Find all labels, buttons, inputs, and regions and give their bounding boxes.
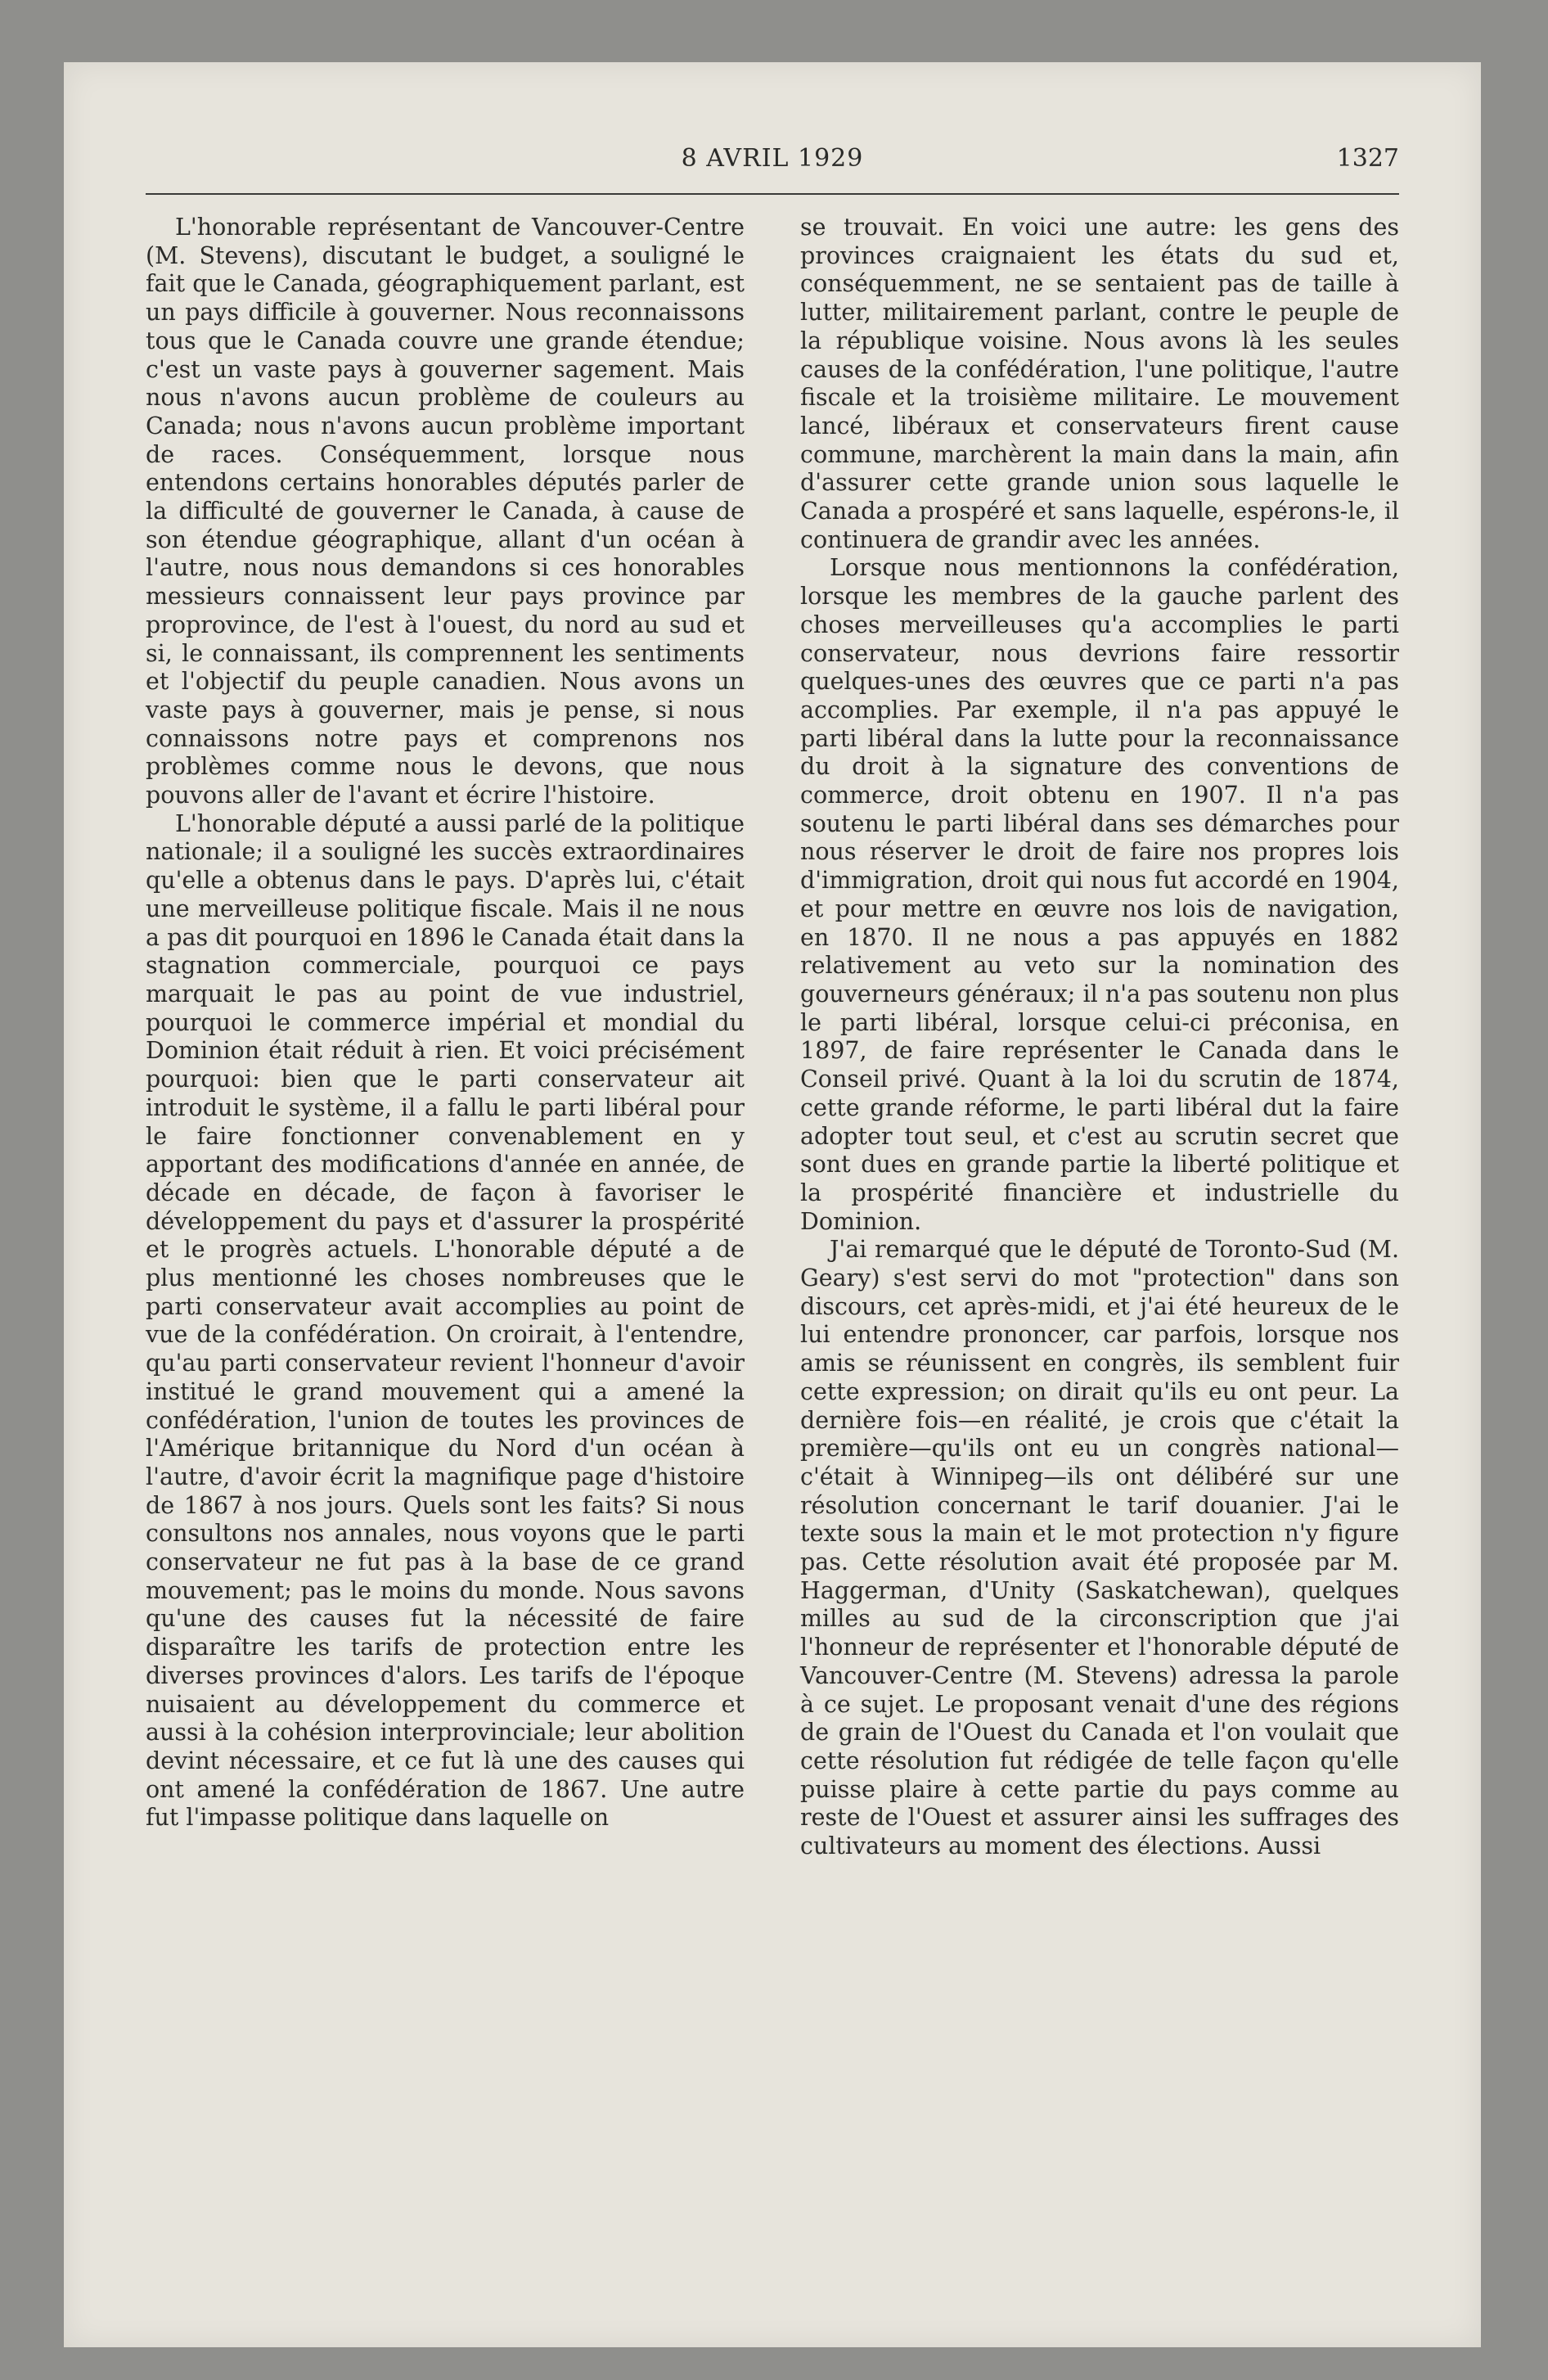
paragraph: Lorsque nous mentionnons la confédération, lorsque les membres de la gauche parlent des choses merveilleuses qu'a accomplies le parti conservateur, nous devrions faire ressortir quelques-unes des œuvres que ce parti n'a pas accomplies. Par exemple, il n'a pas appuyé le parti libéral dans la lutte pour la reconnaissance du droit à la signature des conventions de commerce, droit obtenu en 1907. Il n'a pas soutenu le parti libéral dans ses démarches pour nous réserver le droit de faire nos propres lois d'immigration, droit qui nous fut accordé en 1904, et pour mettre en œuvre nos lois de navigation, en 1870. Il ne nous a pas appuyés en 1882 relativement au veto sur la nomination des gouverneurs généraux; il n'a pas soutenu non plus le parti libéral, lorsque celui-ci préconisa, en 1897, de faire représenter le Canada dans le Conseil privé. Quant à la loi du scrutin de 1874, cette grande réforme, le parti libéral dut la faire adopter tout seul, et c'est au scrutin secret que sont dues en grande partie la liberté politique et la prospérité financière et industrielle du Dominion.: [800, 554, 1399, 1235]
paragraph: L'honorable député a aussi parlé de la politique nationale; il a souligné les succès extraordinaires qu'elle a obtenus dans le pays. D'après lui, c'était une merveilleuse politique fiscale. Mais il ne nous a pas dit pourquoi en 1896 le Canada était dans la stagnation commerciale, pourquoi ce pays marquait le pas au point de vue industriel, pourquoi le commerce impérial et mondial du Dominion était réduit à rien. Et voici précisément pourquoi: bien que le parti conservateur ait introduit le système, il a fallu le parti libéral pour le faire fonctionner convenablement en y apportant des modifications d'année en année, de décade en décade, de façon à favoriser le développement du pays et d'assurer la prospérité et le progrès actuels. L'honorable député a de plus mentionné les choses nombreuses que le parti conservateur avait accomplies au point de vue de la confédération. On croirait, à l'entendre, qu'au parti conservateur revient l'honneur d'avoir institué le grand mouvement qui a amené la confédération, l'union de toutes les provinces de l'Amérique britannique du Nord d'un océan à l'autre, d'avoir écrit la magnifique page d'histoire de 1867 à nos jours. Quels sont les faits? Si nous consultons nos annales, nous voyons que le parti conservateur ne fut pas à la base de ce grand mouvement; pas le moins du monde. Nous savons qu'une des causes fut la nécessité de faire disparaître les tarifs de protection entre les diverses provinces d'alors. Les tarifs de l'époque nuisaient au développement du commerce et aussi à la cohésion interprovinciale; leur abolition devint nécessaire, et ce fut là une des causes qui ont amené la confédération de 1867. Une autre fut l'impasse politique dans laquelle on: [146, 809, 745, 1832]
header-rule: [146, 193, 1399, 195]
paragraph: L'honorable représentant de Vancouver-Centre (M. Stevens), discutant le budget, a souligné le fait que le Canada, géographiquement parlant, est un pays difficile à gouverner. Nous reconnaissons tous que le Canada couvre une grande étendue; c'est un vaste pays à gouverner sagement. Mais nous n'avons aucun problème de couleurs au Canada; nous n'avons aucun problème important de races. Conséquemment, lorsque nous entendons certains honorables députés parler de la difficulté de gouverner le Canada, à cause de son étendue géographique, allant d'un océan à l'autre, nous nous demandons si ces honorables messieurs connaissent leur pays province par proprovince, de l'est à l'ouest, du nord au sud et si, le connaissant, ils comprennent les sentiments et l'objectif du peuple canadien. Nous avons un vaste pays à gouverner, mais je pense, si nous connaissons notre pays et comprenons nos problèmes comme nous le devons, que nous pouvons aller de l'avant et écrire l'histoire.: [146, 214, 745, 809]
right-column: [800, 214, 1399, 1861]
page-header: [146, 144, 1399, 193]
page-number: 1327: [1336, 144, 1399, 173]
header-date: 8 AVRIL 1929: [681, 144, 864, 173]
paragraph: J'ai remarqué que le député de Toronto-Sud (M. Geary) s'est servi do mot "protection" dans son discours, cet après-midi, et j'ai été heureux de le lui entendre prononcer, car parfois, lorsque nos amis se réunissent en congrès, ils semblent fuir cette expression; on dirait qu'ils eu ont peur. La dernière fois—en réalité, je crois que c'était la première—qu'ils ont eu un congrès national—c'était à Winnipeg—ils ont délibéré sur une résolution concernant le tarif douanier. J'ai le texte sous la main et le mot protection n'y figure pas. Cette résolution avait été proposée par M. Haggerman, d'Unity (Saskatchewan), quelques milles au sud de la circonscription que j'ai l'honneur de représenter et l'honorable député de Vancouver-Centre (M. Stevens) adressa la parole à ce sujet. Le proposant venait d'une des régions de grain de l'Ouest du Canada et l'on voulait que cette résolution fut rédigée de telle façon qu'elle puisse plaire à cette partie du pays comme au reste de l'Ouest et assurer ainsi les suffrages des cultivateurs au moment des élections. Aussi: [800, 1236, 1399, 1860]
paragraph-continued: se trouvait. En voici une autre: les gens des provinces craignaient les états du sud et, conséquemment, ne se sentaient pas de taille à lutter, militairement parlant, contre le peuple de la république voisine. Nous avons là les seules causes de la confédération, l'une politique, l'autre fiscale et la troisième militaire. Le mouvement lancé, libéraux et conservateurs firent cause commune, marchèrent la main dans la main, afin d'assurer cette grande union sous laquelle le Canada a prospéré et sans laquelle, espérons-le, il continuera de grandir avec les années.: [800, 214, 1399, 553]
left-column: [146, 214, 745, 1832]
document-page: [64, 62, 1481, 2347]
